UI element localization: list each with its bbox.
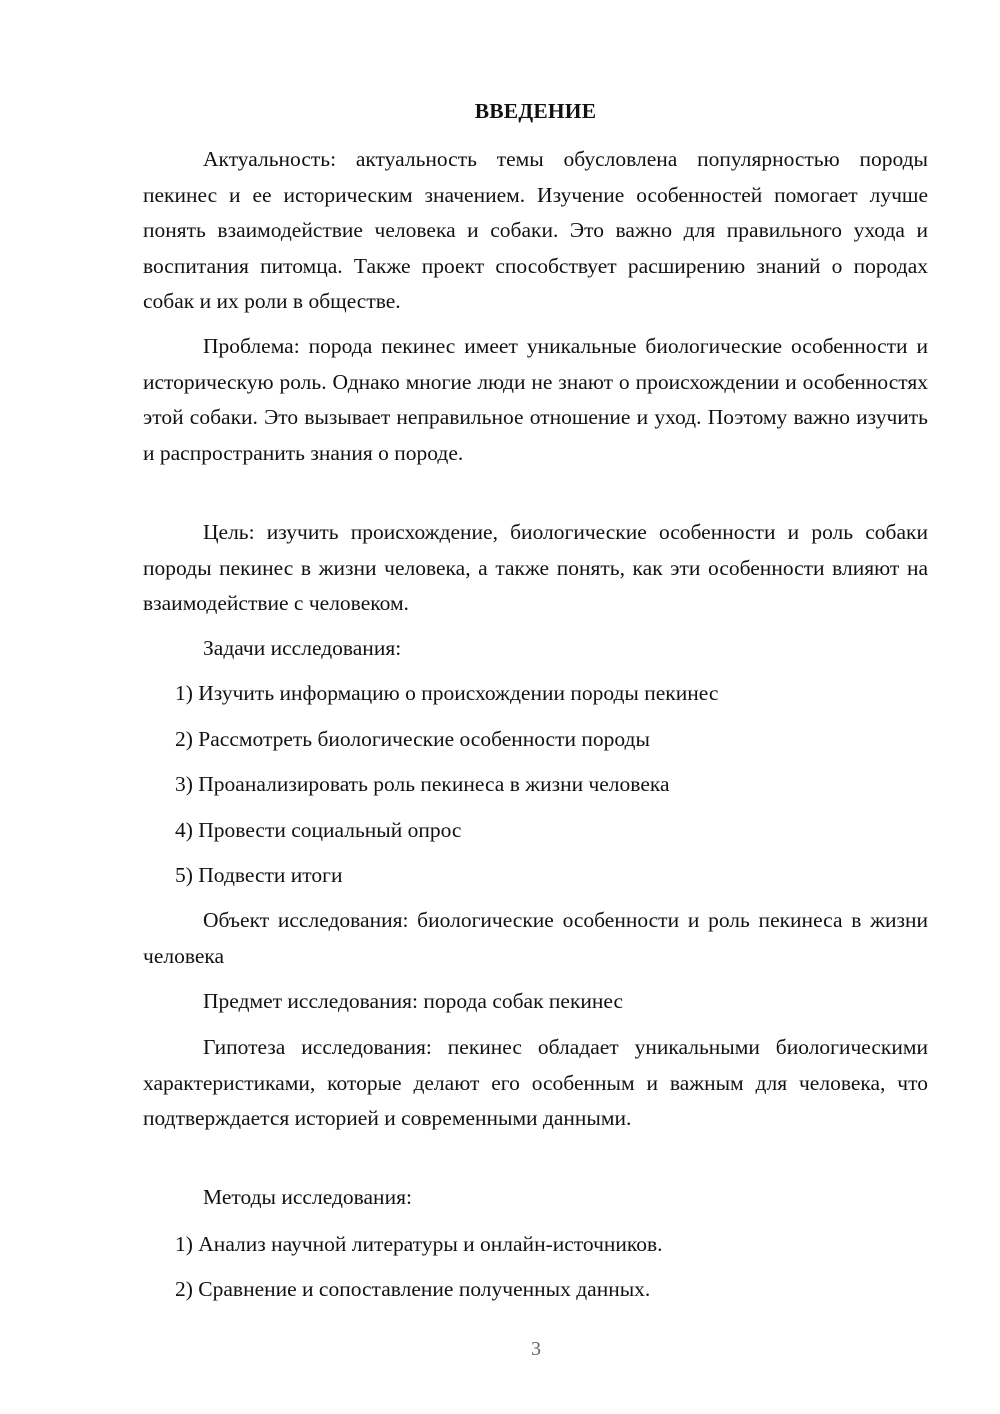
goal-paragraph: Цель: изучить происхождение, биологические особенности и роль собаки породы пекинес в жизни человека, а также понять, как эти особенности влияют на взаимодействие с человеком. [143,520,928,615]
task-item-4: 4) Провести социальный опрос [175,818,462,842]
methods-label: Методы исследования: [203,1185,412,1209]
task-item-5: 5) Подвести итоги [175,863,343,887]
hypothesis-paragraph: Гипотеза исследования: пекинес обладает уникальными биологическими характеристиками, которые делают его особенным и важным для человека, что подтверждается историей и современными данными. [143,1035,928,1130]
method-item-1: 1) Анализ научной литературы и онлайн-источников. [175,1232,663,1256]
task-item-1: 1) Изучить информацию о происхождении породы пекинес [175,681,719,705]
page-title: ВВЕДЕНИЕ [474,99,597,123]
task-item-2: 2) Рассмотреть биологические особенности породы [175,727,650,751]
object-paragraph: Объект исследования: биологические особенности и роль пекинеса в жизни человека [143,908,928,968]
page-number: 3 [531,1338,541,1360]
method-item-2: 2) Сравнение и сопоставление полученных данных. [175,1277,651,1301]
subject-paragraph: Предмет исследования: порода собак пекинес [203,989,624,1013]
task-item-3: 3) Проанализировать роль пекинеса в жизни человека [175,772,670,796]
problem-paragraph: Проблема: порода пекинес имеет уникальные биологические особенности и историческую роль. Однако многие люди не знают о происхождении и особенностях этой собаки. Это вызывает неправильное отношение и уход. Поэтому важно изучить и распространить знания о породе. [143,334,928,465]
relevance-paragraph: Актуальность: актуальность темы обусловлена популярностью породы пекинес и ее историческим значением. Изучение особенностей помогает лучше понять взаимодействие человека и собаки. Это важно для правильного ухода и воспитания питомца. Также проект способствует расширению знаний о породах собак и их роли в обществе. [143,147,928,313]
tasks-label: Задачи исследования: [203,636,402,660]
